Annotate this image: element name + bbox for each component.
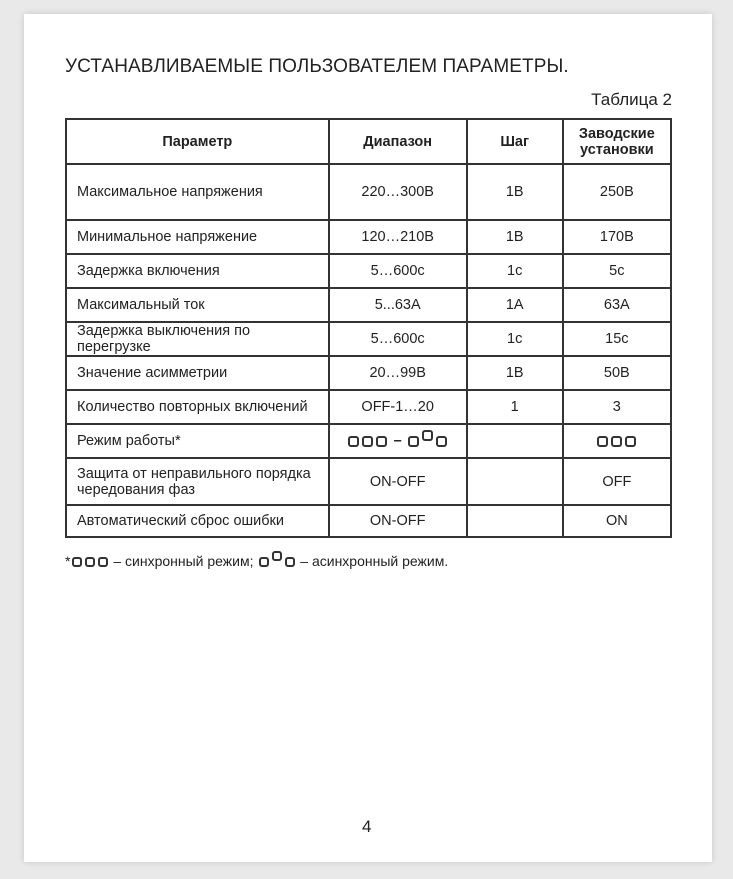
row-param: Задержка включения (66, 254, 329, 288)
row-step: 1с (467, 254, 563, 288)
footnote-sync-text: – синхронный режим; (113, 553, 254, 569)
sync-mode-square-icon (98, 557, 108, 567)
row-step (467, 505, 563, 537)
table-row (66, 390, 671, 424)
row-range: ON-OFF (329, 505, 467, 537)
sync-mode-square-icon (611, 436, 622, 447)
table-header-row (66, 119, 671, 164)
row-param: Значение асимметрии (66, 356, 329, 390)
table-row (66, 220, 671, 254)
row-range: 5...63А (329, 288, 467, 322)
row-param: Задержка выключения по перегрузке (66, 322, 329, 356)
row-range: OFF-1…20 (329, 390, 467, 424)
table-row (66, 505, 671, 537)
table-row (66, 424, 671, 458)
table-row (66, 458, 671, 505)
sync-mode-square-icon (72, 557, 82, 567)
row-range (329, 424, 467, 458)
row-step: 1В (467, 220, 563, 254)
header-param: Параметр (66, 119, 329, 164)
row-step (467, 424, 563, 458)
footnote (65, 553, 448, 569)
async-mode-square-icon (272, 551, 282, 561)
table-row (66, 356, 671, 390)
row-default: 5с (563, 254, 671, 288)
row-param: Защита от неправильного порядка чередования фаз (66, 458, 329, 505)
row-range: 5…600с (329, 254, 467, 288)
row-step: 1А (467, 288, 563, 322)
sync-mode-square-icon (85, 557, 95, 567)
async-mode-square-icon (422, 430, 433, 441)
row-range: 120…210В (329, 220, 467, 254)
sync-mode-square-icon (362, 436, 373, 447)
row-range: 5…600с (329, 322, 467, 356)
sync-mode-square-icon (376, 436, 387, 447)
sync-mode-icon (596, 433, 638, 449)
async-mode-icon (257, 553, 296, 569)
row-default: OFF (563, 458, 671, 505)
footnote-async-text: – асинхронный режим. (300, 553, 449, 569)
page-heading: УСТАНАВЛИВАЕМЫЕ ПОЛЬЗОВАТЕЛЕМ ПАРАМЕТРЫ. (65, 56, 569, 77)
async-mode-square-icon (436, 436, 447, 447)
dash-separator: – (393, 433, 402, 450)
sync-mode-icon (70, 553, 109, 569)
row-param: Автоматический сброс ошибки (66, 505, 329, 537)
row-param: Количество повторных включений (66, 390, 329, 424)
row-default: 3 (563, 390, 671, 424)
parameters-table (65, 118, 672, 538)
row-range: 20…99В (329, 356, 467, 390)
header-step: Шаг (467, 119, 563, 164)
row-default: 50В (563, 356, 671, 390)
row-default (563, 424, 671, 458)
table-row (66, 288, 671, 322)
sync-mode-square-icon (348, 436, 359, 447)
async-mode-square-icon (408, 436, 419, 447)
row-default: ON (563, 505, 671, 537)
row-range: ON-OFF (329, 458, 467, 505)
row-default: 63А (563, 288, 671, 322)
row-range: 220…300В (329, 164, 467, 220)
row-step: 1с (467, 322, 563, 356)
row-default: 250В (563, 164, 671, 220)
async-mode-square-icon (259, 557, 269, 567)
row-param: Максимальное напряжения (66, 164, 329, 220)
table-row (66, 254, 671, 288)
page-number: 4 (362, 817, 372, 836)
sync-async-mode-icons (347, 433, 449, 449)
row-default: 170В (563, 220, 671, 254)
row-step (467, 458, 563, 505)
table-row (66, 322, 671, 356)
async-mode-square-icon (285, 557, 295, 567)
row-step: 1В (467, 164, 563, 220)
row-step: 1 (467, 390, 563, 424)
row-default: 15с (563, 322, 671, 356)
header-range: Диапазон (329, 119, 467, 164)
row-step: 1В (467, 356, 563, 390)
header-default: Заводские установки (563, 119, 671, 164)
sync-mode-square-icon (625, 436, 636, 447)
table-caption: Таблица 2 (591, 90, 672, 109)
footnote-star: * (65, 553, 71, 569)
row-param: Максимальный ток (66, 288, 329, 322)
row-param: Минимальное напряжение (66, 220, 329, 254)
sync-mode-square-icon (597, 436, 608, 447)
table-row (66, 164, 671, 220)
row-param: Режим работы* (66, 424, 329, 458)
